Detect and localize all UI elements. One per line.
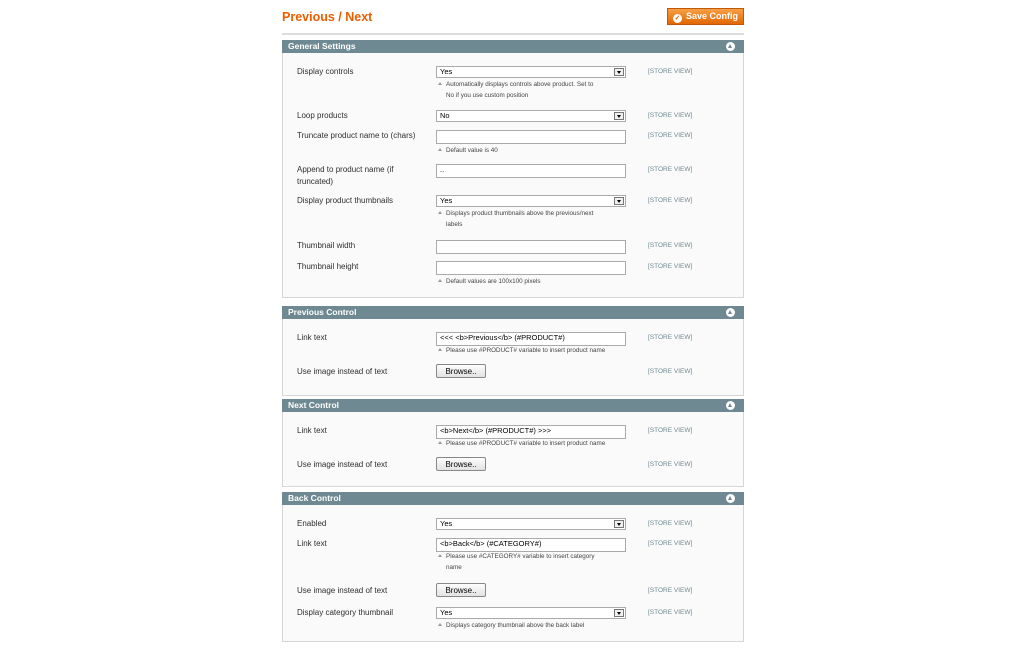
scope-label: [STORE VIEW] — [648, 540, 693, 547]
note-text: Default values are 100x100 pixels — [446, 278, 541, 285]
scope-label: [STORE VIEW] — [648, 334, 693, 341]
chevron-down-icon — [614, 197, 624, 205]
collapse-arrow-icon[interactable] — [726, 401, 735, 410]
field-label: Display category thumbnail — [297, 608, 394, 617]
back-enabled-select[interactable] — [436, 518, 626, 530]
display-controls-select[interactable] — [436, 66, 626, 78]
browse-button[interactable]: Browse.. — [436, 364, 486, 378]
section-general-settings — [282, 40, 744, 298]
note-text: Please use #PRODUCT# variable to insert product name — [446, 440, 606, 447]
note-text-1: Displays product thumbnails above the previous/next — [446, 210, 594, 217]
browse-button[interactable]: Browse.. — [436, 457, 486, 471]
chevron-down-icon — [614, 609, 624, 617]
previous-link-text-input[interactable]: <<< <b>Previous</b> (#PRODUCT#) — [436, 332, 626, 346]
scope-label: [STORE VIEW] — [648, 427, 693, 434]
chevron-down-icon — [614, 520, 624, 528]
field-label: Use image instead of text — [297, 460, 388, 469]
thumbnail-height-input[interactable] — [436, 261, 626, 275]
field-label: Display controls — [297, 67, 354, 76]
field-note — [438, 438, 658, 449]
field-note — [438, 276, 628, 287]
field-label: Enabled — [297, 519, 327, 528]
field-note — [438, 345, 658, 356]
note-icon — [438, 441, 442, 444]
scope-label: [STORE VIEW] — [648, 132, 693, 139]
note-icon — [438, 148, 442, 151]
section-body-back — [282, 505, 744, 642]
field-note — [438, 208, 628, 230]
section-title: General Settings — [288, 41, 356, 51]
note-icon — [438, 554, 442, 557]
section-body-next — [282, 412, 744, 487]
chevron-down-icon — [614, 112, 624, 120]
select-value: Yes — [440, 519, 453, 528]
save-config-button[interactable] — [667, 8, 744, 25]
note-text-2: No if you use custom position — [446, 92, 529, 99]
page-header — [282, 8, 744, 26]
section-header-back[interactable] — [282, 492, 744, 505]
select-value: No — [440, 111, 450, 120]
label-line-2: truncated) — [297, 177, 334, 186]
note-icon — [438, 348, 442, 351]
select-value: Yes — [440, 608, 453, 617]
note-text: Please use #PRODUCT# variable to insert product name — [446, 347, 606, 354]
collapse-arrow-icon[interactable] — [726, 494, 735, 503]
field-label: Thumbnail height — [297, 262, 359, 271]
loop-products-select[interactable] — [436, 110, 626, 122]
field-label — [297, 164, 417, 188]
field-note — [438, 79, 628, 101]
field-label: Use image instead of text — [297, 367, 388, 376]
field-label: Display product thumbnails — [297, 196, 394, 205]
scope-label: [STORE VIEW] — [648, 112, 693, 119]
field-note — [438, 145, 628, 156]
section-body-general — [282, 53, 744, 298]
append-input[interactable]: .. — [436, 164, 626, 178]
note-text-2: name — [446, 564, 462, 571]
note-icon — [438, 82, 442, 85]
select-value: Yes — [440, 196, 453, 205]
label-line-1: Append to product name (if — [297, 165, 394, 174]
note-icon — [438, 623, 442, 626]
scope-label: [STORE VIEW] — [648, 520, 693, 527]
display-thumbnails-select[interactable] — [436, 195, 626, 207]
field-label: Link text — [297, 333, 327, 342]
field-label: Truncate product name to (chars) — [297, 131, 416, 140]
note-text: Default value is 40 — [446, 147, 498, 154]
field-label: Link text — [297, 539, 327, 548]
page-title: Previous / Next — [282, 10, 373, 24]
section-back-control — [282, 492, 744, 642]
section-title: Back Control — [288, 493, 341, 503]
field-note — [438, 620, 628, 631]
scope-label: [STORE VIEW] — [648, 242, 693, 249]
chevron-down-icon — [614, 68, 624, 76]
note-text-1: Please use #CATEGORY# variable to insert category — [446, 553, 595, 560]
note-text: Displays category thumbnail above the back label — [446, 622, 585, 629]
scope-label: [STORE VIEW] — [648, 68, 693, 75]
scope-label: [STORE VIEW] — [648, 263, 693, 270]
collapse-arrow-icon[interactable] — [726, 308, 735, 317]
field-label: Use image instead of text — [297, 586, 388, 595]
section-title: Next Control — [288, 400, 339, 410]
note-icon — [438, 279, 442, 282]
scope-label: [STORE VIEW] — [648, 587, 693, 594]
category-thumbnail-select[interactable] — [436, 607, 626, 619]
select-value: Yes — [440, 67, 453, 76]
section-previous-control — [282, 306, 744, 396]
thumbnail-width-input[interactable] — [436, 240, 626, 254]
note-text-1: Automatically displays controls above product. Set to — [446, 81, 594, 88]
scope-label: [STORE VIEW] — [648, 166, 693, 173]
header-divider — [282, 33, 744, 35]
save-config-label: Save Config — [685, 11, 738, 21]
scope-label: [STORE VIEW] — [648, 197, 693, 204]
collapse-arrow-icon[interactable] — [726, 42, 735, 51]
truncate-input[interactable] — [436, 130, 626, 144]
note-icon — [438, 211, 442, 214]
field-label: Loop products — [297, 111, 348, 120]
section-title: Previous Control — [288, 307, 357, 317]
back-link-text-input[interactable]: <b>Back</b> (#CATEGORY#) — [436, 538, 626, 552]
section-body-previous — [282, 319, 744, 396]
browse-button[interactable]: Browse.. — [436, 583, 486, 597]
section-header-previous[interactable] — [282, 306, 744, 319]
field-label: Thumbnail width — [297, 241, 356, 250]
scope-label: [STORE VIEW] — [648, 461, 693, 468]
next-link-text-input[interactable]: <b>Next</b> (#PRODUCT#) >>> — [436, 425, 626, 439]
check-circle-icon: ✓ — [674, 15, 681, 22]
scope-label: [STORE VIEW] — [648, 609, 693, 616]
section-header-next[interactable] — [282, 399, 744, 412]
section-next-control — [282, 399, 744, 487]
field-note — [438, 551, 628, 573]
note-text-2: labels — [446, 221, 463, 228]
field-label: Link text — [297, 426, 327, 435]
scope-label: [STORE VIEW] — [648, 368, 693, 375]
section-header-general[interactable] — [282, 40, 744, 53]
